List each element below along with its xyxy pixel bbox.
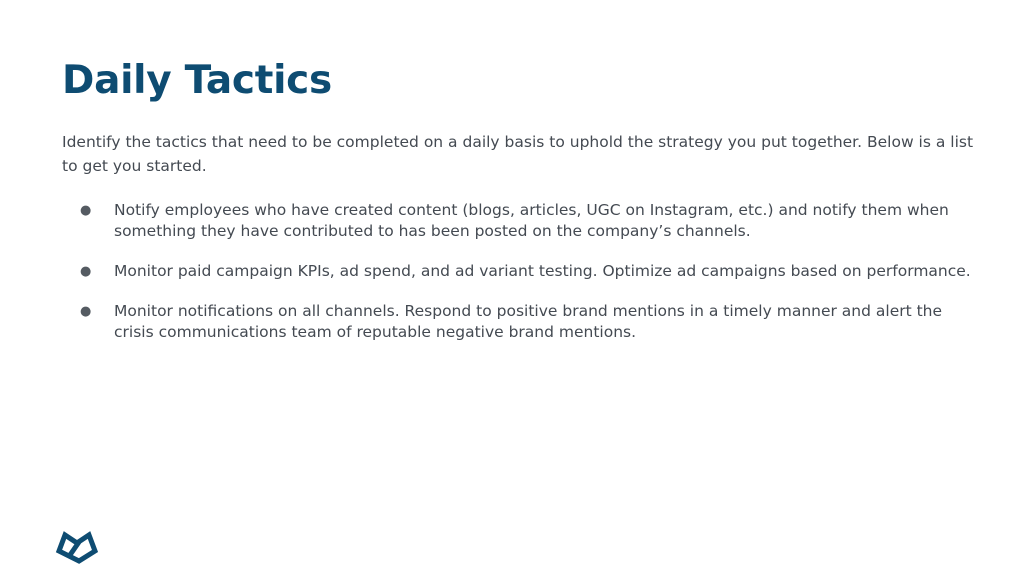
list-item-text: Monitor paid campaign KPIs, ad spend, and ad variant testing. Optimize ad campaigns based on performance. bbox=[114, 262, 971, 280]
intro-paragraph: Identify the tactics that need to be completed on a daily basis to uphold the strategy you put together. Below is a list to get you started. bbox=[62, 133, 974, 175]
list-item-text: Notify employees who have created content (blogs, articles, UGC on Instagram, etc.) and notify them when something they have contributed to has been posted on the company’s channels. bbox=[114, 201, 949, 240]
tactics-list bbox=[62, 200, 982, 362]
bullet-icon: ● bbox=[80, 264, 92, 279]
list-item bbox=[62, 200, 982, 242]
bullet-icon: ● bbox=[80, 304, 92, 319]
bullet-icon: ● bbox=[80, 203, 92, 218]
list-item-text: Monitor notifications on all channels. Respond to positive brand mentions in a timely manner and alert the crisis communications team of reputable negative brand mentions. bbox=[114, 302, 943, 341]
page-title: Daily Tactics bbox=[62, 58, 332, 103]
list-item bbox=[62, 301, 982, 343]
list-item bbox=[62, 261, 982, 282]
brand-logo-icon bbox=[55, 525, 99, 565]
